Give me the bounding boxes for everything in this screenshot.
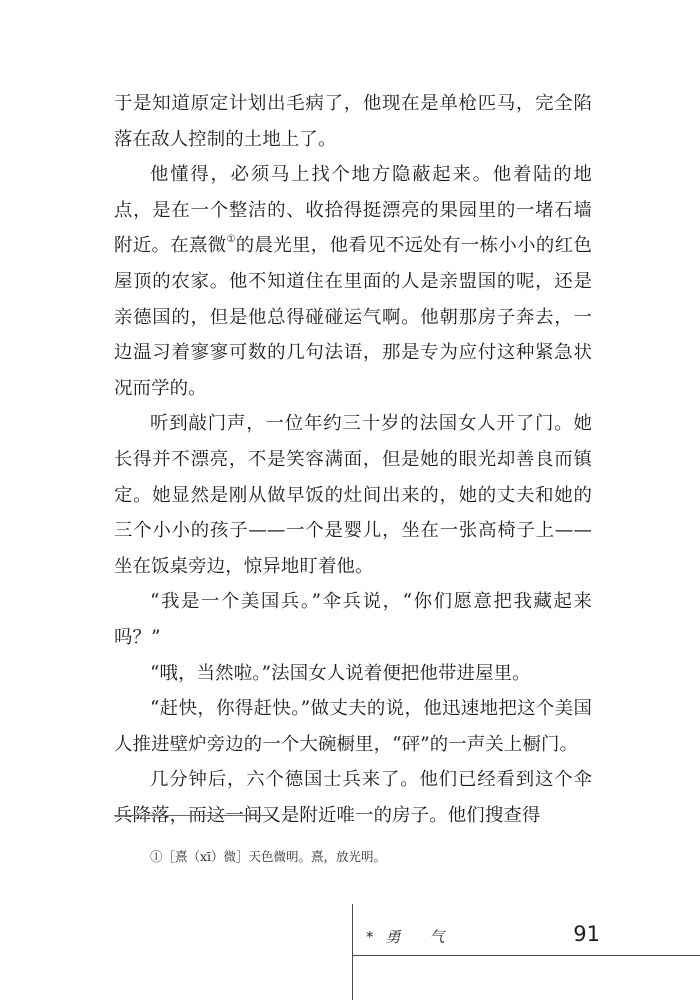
paragraph-6: “赶快，你得赶快。”做丈夫的说，他迅速地把这个美国人推进壁炉旁边的一个大碗橱里，“砰”的一声关上橱门。 — [114, 698, 592, 755]
paragraph-2 — [114, 157, 592, 406]
paragraph-2-after-note: 的晨光里，他看见不远处有一栋小小的红色屋顶的农家。他不知道住在里面的人是亲盟国的呢，还是亲德国的，但是他总得碰碰运气啊。他朝那房子奔去，一边温习着寥寥可数的几句法语，那是专为应付这种紧急状况而学的。 — [114, 235, 592, 399]
running-title: *勇 气 — [366, 928, 457, 946]
paragraph-2-before-note: 他懂得，必须马上找个地方隐蔽起来。他着陆的地点，是在一个整洁的、收拾得挺漂亮的果园里的一堵石墙附近。在熹微 — [114, 164, 592, 257]
footnote: ①［熹（xī）微］天色微明。熹，放光明。 — [150, 849, 387, 864]
footnote-reference-mark[interactable]: ① — [226, 234, 236, 246]
footer-vertical-rule — [352, 904, 353, 1000]
paragraph-1: 于是知道原定计划出毛病了，他现在是单枪匹马，完全陷落在敌人控制的土地上了。 — [114, 93, 592, 150]
paragraph-7: 几分钟后，六个德国士兵来了。他们已经看到这个伞兵降落，而这一间又是附近唯一的房子。他们搜查得 — [114, 769, 592, 826]
body-text — [114, 86, 592, 833]
paragraph-3: 听到敲门声，一位年约三十岁的法国女人开了门。她长得并不漂亮，不是笑容满面，但是她的眼光却善良而镇定。她显然是刚从做早饭的灶间出来的，她的丈夫和她的三个小小的孩子——一个是婴儿，坐在一张高椅子上——坐在饭桌旁边，惊异地盯着他。 — [114, 413, 592, 577]
paragraph-5: “哦，当然啦。”法国女人说着便把他带进屋里。 — [150, 662, 531, 684]
page-number: 91 — [573, 922, 600, 946]
footnote-divider — [114, 815, 274, 816]
paragraph-4: “我是一个美国兵。”伞兵说，“你们愿意把我藏起来吗？” — [114, 591, 592, 648]
footer-horizontal-rule — [352, 955, 700, 956]
